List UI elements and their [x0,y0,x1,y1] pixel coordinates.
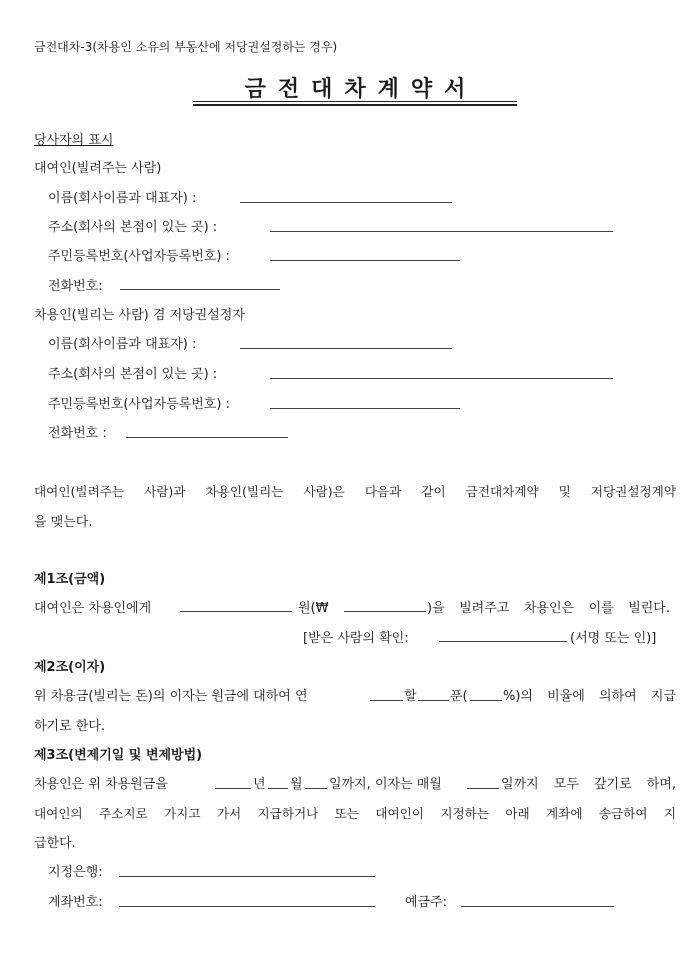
bank-label: 지정은행: [48,865,103,880]
article1-text-a: 대여인은 차용인에게 [34,601,152,616]
lender-address-field[interactable] [270,231,613,232]
article3-line-2: 대여인의 주소지로 가지고 가서 지급하거나 또는 대여인이 지정하는 아래 계좌에 송금하여 지 [34,806,676,821]
lender-phone-label: 전화번호: [48,279,103,294]
article1-confirm-suffix: (서명 또는 인)] [570,631,657,646]
article2-text-d: %)의 비율에 의하여 지급 [503,689,676,704]
article3-monthly-day-field[interactable] [467,788,499,789]
borrower-phone-field[interactable] [126,437,288,438]
account-field[interactable] [119,906,375,907]
article2-text-b: 할 [404,689,417,704]
article3-line-3: 급한다. [34,836,76,851]
article1-confirm-label: [받은 사람의 확인: [303,631,409,646]
article1-text-c: )을 빌려주고 차용인은 이를 빌린다. [427,601,670,616]
borrower-phone-label: 전화번호 : [48,426,107,441]
article3-text-e: 일까지 모두 갚기로 하며, [501,777,676,792]
article2-text-c: 푼( [450,689,468,704]
article3-text-c: 월 [290,777,303,792]
lender-heading: 대여인(빌려주는 사람) [34,161,162,176]
borrower-address-field[interactable] [270,378,613,379]
article1-confirm-field[interactable] [439,641,567,642]
article3-year-field[interactable] [215,788,251,789]
account-label: 계좌번호: [48,895,103,910]
article2-line-2: 하기로 한다. [34,719,106,734]
article3-heading: 제3조(변제기일 및 변제방법) [34,748,203,763]
document-title: 금전대차계약서 [244,77,478,102]
intro-line-1: 대여인(빌려주는 사람)과 차용인(빌리는 사람)은 다음과 같이 금전대차계약 및 저당권설정계약 [34,484,676,499]
holder-label: 예금주: [405,895,448,910]
parties-heading: 당사자의 표시 [34,133,114,148]
article2-heading: 제2조(이자) [34,660,106,675]
bank-field[interactable] [119,876,375,877]
title-underline-thick [193,104,517,106]
article2-rate-pun-field[interactable] [418,700,449,701]
article2-text-a: 위 차용금(빌리는 돈)의 이자는 원금에 대하여 연 [34,689,308,704]
article1-heading: 제1조(금액) [34,572,106,587]
document-title-wrap [193,72,517,103]
document-header: 금전대차-3(차용인 소유의 부동산에 저당권설정하는 경우) [34,40,338,54]
article2-rate-hal-field[interactable] [370,700,403,701]
article3-text-d: 일까지, 이자는 매월 [329,777,442,792]
borrower-id-field[interactable] [270,408,460,409]
article3-text-a: 차용인은 위 차용원금을 [34,777,168,792]
intro-line-2: 을 맺는다. [34,515,93,530]
lender-phone-field[interactable] [120,289,280,290]
article1-text-b: 원(₩ [298,601,329,616]
borrower-address-label: 주소(회사의 본점이 있는 곳) : [48,367,218,382]
lender-id-field[interactable] [270,260,460,261]
borrower-heading: 차용인(빌리는 사람) 겸 저당권설정자 [34,308,245,323]
borrower-name-label: 이름(회사이름과 대표자) : [48,337,197,352]
article3-day-field[interactable] [305,788,327,789]
lender-id-label: 주민등록번호(사업자등록번호) : [48,249,230,264]
article1-amount-korean-field[interactable] [180,611,292,612]
lender-name-field[interactable] [240,202,452,203]
lender-name-label: 이름(회사이름과 대표자) : [48,191,197,206]
title-underline [193,101,517,102]
article3-text-b: 년 [253,777,266,792]
lender-address-label: 주소(회사의 본점이 있는 곳) : [48,220,218,235]
article3-month-field[interactable] [268,788,288,789]
holder-field[interactable] [461,906,614,907]
borrower-id-label: 주민등록번호(사업자등록번호) : [48,397,230,412]
article2-rate-percent-field[interactable] [470,700,502,701]
article1-amount-number-field[interactable] [344,611,426,612]
borrower-name-field[interactable] [240,348,452,349]
